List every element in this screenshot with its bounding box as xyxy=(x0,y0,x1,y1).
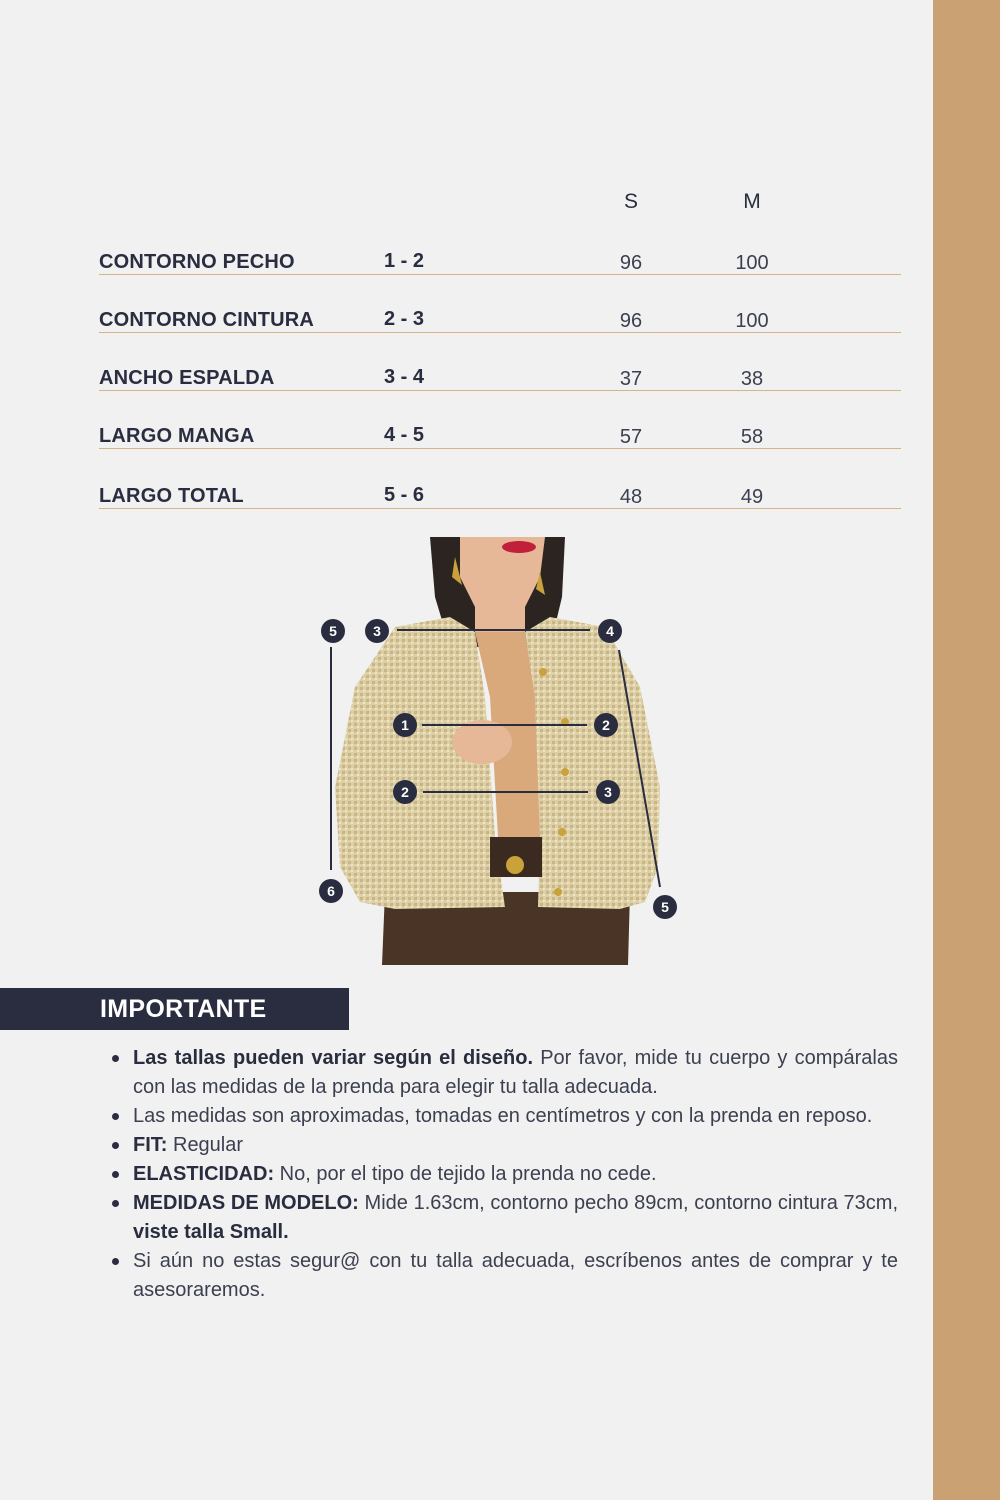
row-label: ANCHO ESPALDA xyxy=(99,367,275,389)
list-item xyxy=(110,1160,898,1189)
jacket-button xyxy=(561,768,569,776)
table-row xyxy=(99,361,901,391)
row-value-m: 49 xyxy=(740,486,764,508)
row-label: LARGO MANGA xyxy=(99,425,255,447)
jacket-button xyxy=(558,828,566,836)
marker-6 xyxy=(319,879,343,903)
svg-text:3: 3 xyxy=(373,623,381,639)
note-bold: Las tallas pueden variar según el diseño. xyxy=(133,1047,533,1069)
row-value-s: 57 xyxy=(619,426,643,448)
marker-2-upper xyxy=(594,713,618,737)
belt-buckle xyxy=(506,856,524,874)
model-measurement-figure xyxy=(300,537,700,965)
row-value-m: 58 xyxy=(740,426,764,448)
jacket-button xyxy=(554,888,562,896)
svg-text:2: 2 xyxy=(401,784,409,800)
row-value-m: 100 xyxy=(735,252,769,274)
table-row xyxy=(99,303,901,333)
svg-text:5: 5 xyxy=(661,899,669,915)
svg-text:3: 3 xyxy=(604,784,612,800)
row-value-m: 38 xyxy=(740,368,764,390)
note-text: Las medidas son aproximadas, tomadas en centímetros y con la prenda en reposo. xyxy=(133,1105,873,1127)
marker-1 xyxy=(393,713,417,737)
important-notes-list xyxy=(110,1044,898,1305)
marker-3-lower xyxy=(596,780,620,804)
row-range: 4 - 5 xyxy=(384,424,425,446)
svg-text:6: 6 xyxy=(327,883,335,899)
size-header-s: S xyxy=(623,190,638,213)
note-text: Por favor, mide tu cuerpo y compáralas con las medidas de la prenda para elegir tu talla adecuada. xyxy=(133,1047,898,1098)
note-bold: ELASTICIDAD: xyxy=(133,1163,275,1185)
hand-shape xyxy=(452,720,512,764)
svg-text:1: 1 xyxy=(401,717,409,733)
lips-shape xyxy=(502,541,536,553)
table-row xyxy=(99,245,901,275)
list-item xyxy=(110,1044,898,1102)
table-row xyxy=(99,419,901,449)
marker-3-top xyxy=(365,619,389,643)
importante-title: IMPORTANTE xyxy=(100,995,267,1023)
svg-text:2: 2 xyxy=(602,717,610,733)
row-label: CONTORNO CINTURA xyxy=(99,309,315,331)
note-bold: MEDIDAS DE MODELO: xyxy=(133,1192,359,1214)
svg-text:5: 5 xyxy=(329,623,337,639)
marker-2-lower xyxy=(393,780,417,804)
side-accent-band xyxy=(933,0,1000,1500)
row-value-s: 96 xyxy=(619,252,643,274)
table-row xyxy=(99,479,901,509)
note-bold: FIT: xyxy=(133,1134,168,1156)
note-bold-end: viste talla Small. xyxy=(133,1221,289,1243)
note-text: No, por el tipo de tejido la prenda no cede. xyxy=(274,1163,657,1185)
marker-5-top xyxy=(321,619,345,643)
marker-4 xyxy=(598,619,622,643)
list-item xyxy=(110,1102,898,1131)
row-value-s: 37 xyxy=(619,368,643,390)
row-range: 5 - 6 xyxy=(384,484,425,506)
note-text: Regular xyxy=(167,1134,244,1156)
row-range: 1 - 2 xyxy=(384,250,425,272)
list-item xyxy=(110,1247,898,1305)
jacket-button xyxy=(539,668,547,676)
note-text: Si aún no estas segur@ con tu talla adecuada, escríbenos antes de comprar y te asesoraremos. xyxy=(133,1250,898,1301)
row-value-m: 100 xyxy=(735,310,769,332)
marker-5-bottom xyxy=(653,895,677,919)
row-label: LARGO TOTAL xyxy=(99,485,244,507)
note-text: Mide 1.63cm, contorno pecho 89cm, contorno cintura 73cm, xyxy=(358,1192,899,1214)
row-value-s: 96 xyxy=(619,310,643,332)
svg-text:4: 4 xyxy=(606,623,614,639)
row-label: CONTORNO PECHO xyxy=(99,251,295,273)
row-value-s: 48 xyxy=(619,486,643,508)
row-range: 2 - 3 xyxy=(384,308,425,330)
list-item xyxy=(110,1189,898,1247)
row-range: 3 - 4 xyxy=(384,366,425,388)
jacket-right-panel xyxy=(525,617,660,909)
size-header-m: M xyxy=(743,190,761,213)
list-item xyxy=(110,1131,898,1160)
